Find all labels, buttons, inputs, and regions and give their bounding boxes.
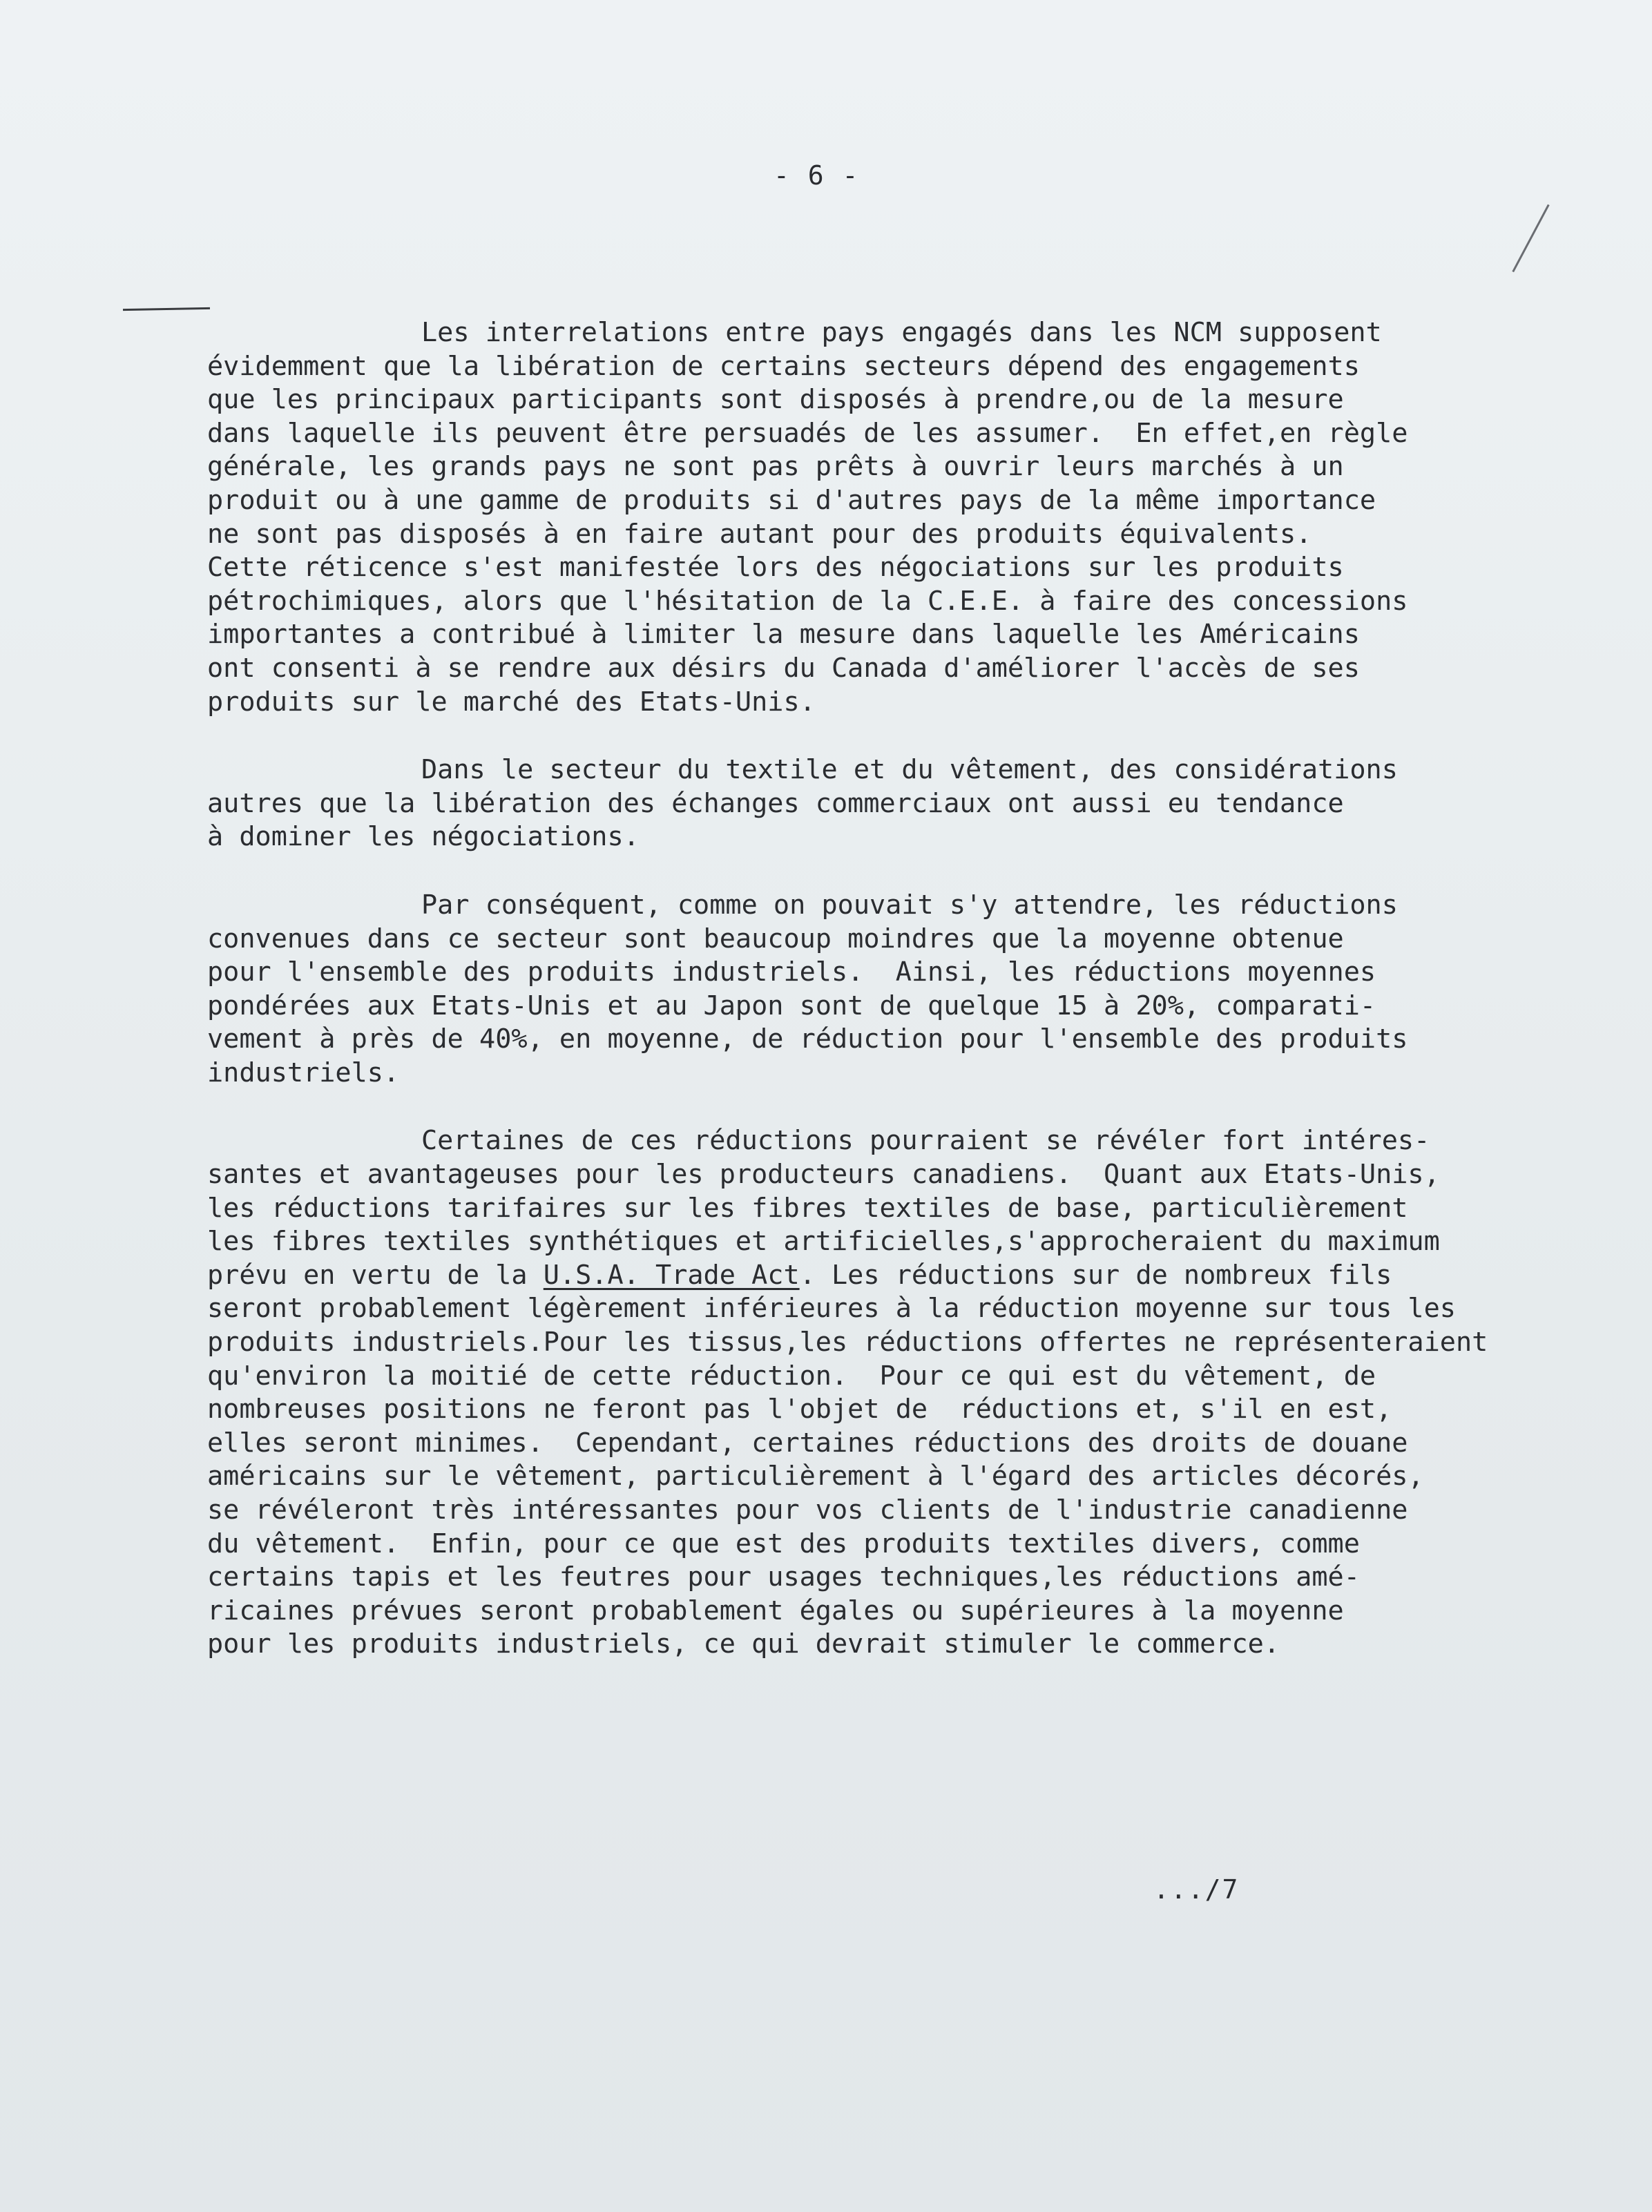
paragraph-line: ont consenti à se rendre aux désirs du Canada d'améliorer l'accès de ses [207, 652, 1360, 684]
margin-rule [123, 307, 210, 311]
margin-tick-mark [1512, 204, 1549, 273]
paragraph-line: santes et avantageuses pour les producteurs canadiens. Quant aux Etats-Unis, [207, 1159, 1440, 1191]
paragraph-line: ne sont pas disposés à en faire autant pour des produits équivalents. [207, 518, 1312, 550]
paragraph-line: dans laquelle ils peuvent être persuadés de les assumer. En effet,en règle [207, 417, 1408, 449]
continuation-marker: .../7 [1153, 1874, 1240, 1905]
paragraph-line: produits industriels.Pour les tissus,les réductions offertes ne représenteraient [207, 1327, 1488, 1358]
paragraph-line: Dans le secteur du textile et du vêtement, des considérations [421, 754, 1398, 786]
paragraph-line: certains tapis et les feutres pour usages techniques,les réductions amé- [207, 1561, 1360, 1593]
paragraph-line: Cette réticence s'est manifestée lors des négociations sur les produits [207, 552, 1344, 584]
paragraph-4 [207, 1124, 1595, 1662]
paragraph-line: nombreuses positions ne feront pas l'objet de réductions et, s'il en est, [207, 1394, 1392, 1425]
paragraph-line: convenues dans ce secteur sont beaucoup moindres que la moyenne obtenue [207, 923, 1344, 954]
paragraph-line: générale, les grands pays ne sont pas prêts à ouvrir leurs marchés à un [207, 451, 1344, 483]
paragraph-line: pour les produits industriels, ce qui devrait stimuler le commerce. [207, 1628, 1280, 1660]
underlined-act-title: U.S.A. Trade Act [543, 1259, 800, 1291]
paragraph-2 [207, 753, 1595, 854]
paragraph-1 [207, 316, 1595, 719]
paragraph-3 [207, 889, 1595, 1090]
paragraph-line: du vêtement. Enfin, pour ce que est des produits textiles divers, comme [207, 1528, 1360, 1559]
paragraph-line: à dominer les négociations. [207, 821, 640, 853]
paragraph-line: que les principaux participants sont disposés à prendre,ou de la mesure [207, 384, 1344, 416]
paragraph-line: ricaines prévues seront probablement égales ou supérieures à la moyenne [207, 1595, 1344, 1626]
paragraph-line: Les interrelations entre pays engagés dans les NCM supposent [421, 317, 1382, 348]
paragraph-line: évidemment que la libération de certains secteurs dépend des engagements [207, 350, 1360, 382]
paragraph-line: autres que la libération des échanges commerciaux ont aussi eu tendance [207, 787, 1344, 819]
paragraph-line: pour l'ensemble des produits industriels. Ainsi, les réductions moyennes [207, 956, 1376, 988]
paragraph-line: Par conséquent, comme on pouvait s'y attendre, les réductions [421, 889, 1398, 921]
paragraph-line: industriels. [207, 1057, 400, 1088]
paragraph-line: vement à près de 40%, en moyenne, de réduction pour l'ensemble des produits [207, 1023, 1408, 1055]
paragraph-line: produit ou à une gamme de produits si d'autres pays de la même importance [207, 484, 1376, 516]
paragraph-line: se révéleront très intéressantes pour vos clients de l'industrie canadienne [207, 1494, 1408, 1526]
paragraph-line: produits sur le marché des Etats-Unis. [207, 686, 816, 718]
paragraph-line: prévu en vertu de la U.S.A. Trade Act. Les réductions sur de nombreux fils [207, 1259, 1392, 1291]
paragraph-line: pondérées aux Etats-Unis et au Japon sont de quelque 15 à 20%, comparati- [207, 990, 1376, 1021]
paragraph-line: elles seront minimes. Cependant, certaines réductions des droits de douane [207, 1427, 1408, 1459]
paragraph-line: les réductions tarifaires sur les fibres textiles de base, particulièrement [207, 1192, 1408, 1224]
paragraph-line: pétrochimiques, alors que l'hésitation de la C.E.E. à faire des concessions [207, 585, 1408, 617]
body-text [207, 316, 1595, 1696]
paragraph-line: importantes a contribué à limiter la mesure dans laquelle les Américains [207, 619, 1360, 651]
paragraph-line: Certaines de ces réductions pourraient se révéler fort intéres- [421, 1125, 1430, 1157]
paragraph-line: américains sur le vêtement, particulièrement à l'égard des articles décorés, [207, 1461, 1424, 1492]
page-number: - 6 - [774, 160, 860, 191]
paragraph-line: les fibres textiles synthétiques et artificielles,s'approcheraient du maximum [207, 1226, 1440, 1258]
paragraph-line: seront probablement légèrement inférieures à la réduction moyenne sur tous les [207, 1293, 1456, 1325]
paragraph-line: qu'environ la moitié de cette réduction. Pour ce qui est du vêtement, de [207, 1360, 1376, 1392]
